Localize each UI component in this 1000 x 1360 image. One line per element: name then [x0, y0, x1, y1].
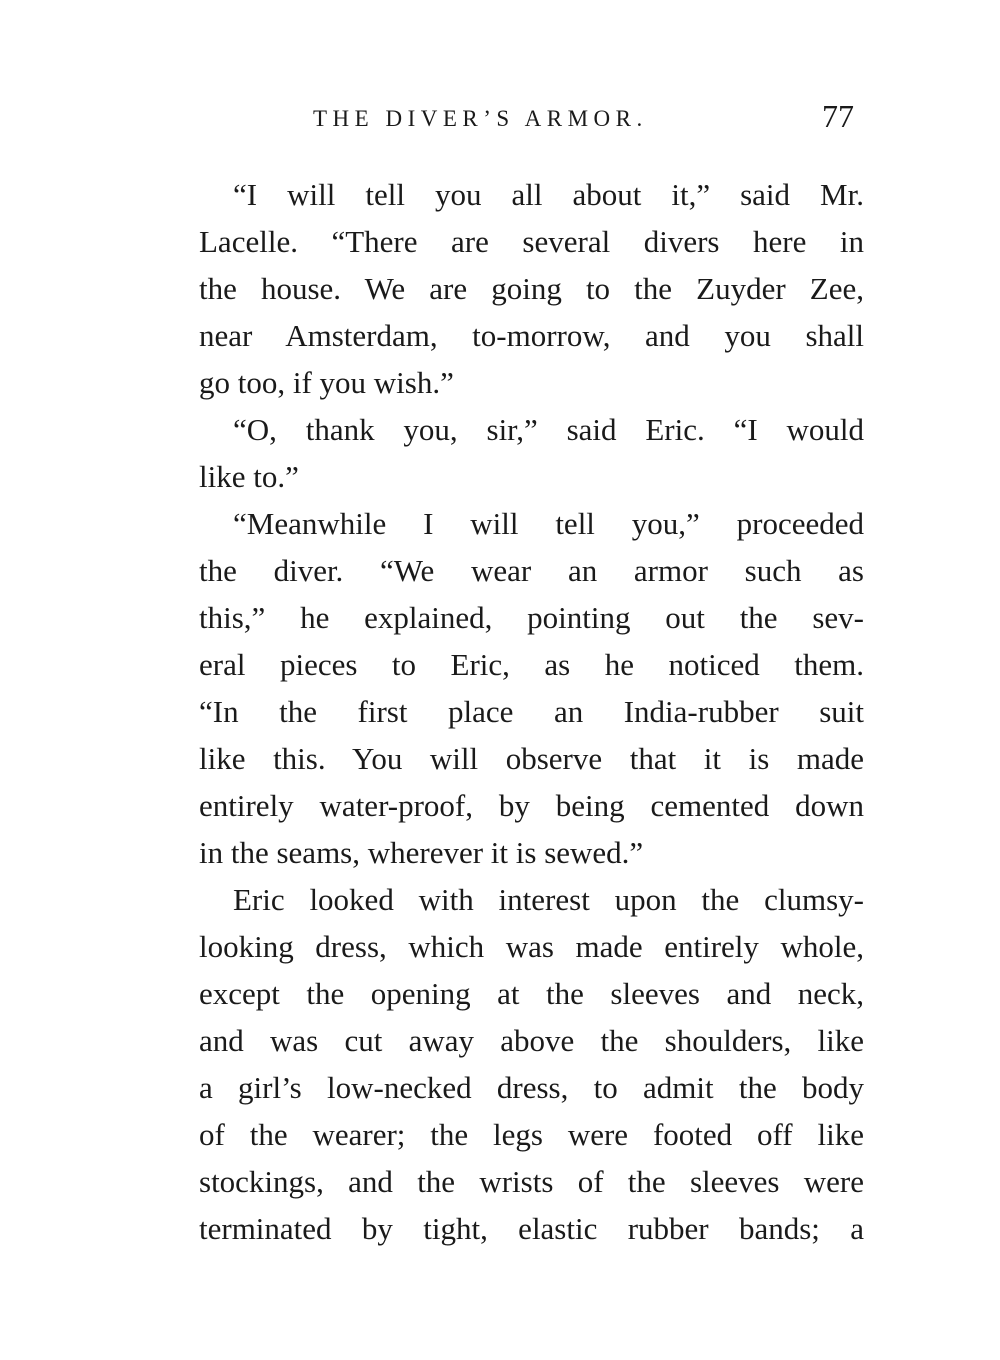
- text-line: “O, thank you, sir,” said Eric. “I would: [233, 412, 864, 447]
- running-title: THE DIVER’S ARMOR.: [313, 106, 648, 131]
- text-line: terminated by tight, elastic rubber bands; a: [199, 1211, 864, 1246]
- text-line: eral pieces to Eric, as he noticed them.: [199, 647, 864, 682]
- page-number: 77: [822, 98, 854, 134]
- text-line: “In the first place an India-rubber suit: [199, 694, 864, 729]
- text-line: entirely water-proof, by being cemented down: [199, 788, 864, 823]
- text-line: of the wearer; the legs were footed off like: [199, 1117, 864, 1152]
- text-line: go too, if you wish.”: [199, 365, 454, 400]
- text-line: near Amsterdam, to-morrow, and you shall: [199, 318, 864, 353]
- text-line: a girl’s low-necked dress, to admit the body: [199, 1070, 864, 1105]
- body-text: [199, 171, 864, 1252]
- text-line: “Meanwhile I will tell you,” proceeded: [233, 506, 864, 541]
- text-line: Lacelle. “There are several divers here in: [199, 224, 864, 259]
- text-line: the diver. “We wear an armor such as: [199, 553, 864, 588]
- text-line: “I will tell you all about it,” said Mr.: [233, 177, 864, 212]
- text-line: in the seams, wherever it is sewed.”: [199, 835, 644, 870]
- text-line: like this. You will observe that it is made: [199, 741, 864, 776]
- text-line: the house. We are going to the Zuyder Zee,: [199, 271, 864, 306]
- text-line: except the opening at the sleeves and neck,: [199, 976, 864, 1011]
- text-line: looking dress, which was made entirely whole,: [199, 929, 864, 964]
- text-line: this,” he explained, pointing out the sev-: [199, 600, 864, 635]
- text-line: like to.”: [199, 459, 299, 494]
- text-line: and was cut away above the shoulders, like: [199, 1023, 864, 1058]
- text-line: stockings, and the wrists of the sleeves were: [199, 1164, 864, 1199]
- text-line: Eric looked with interest upon the clumsy-: [233, 882, 864, 917]
